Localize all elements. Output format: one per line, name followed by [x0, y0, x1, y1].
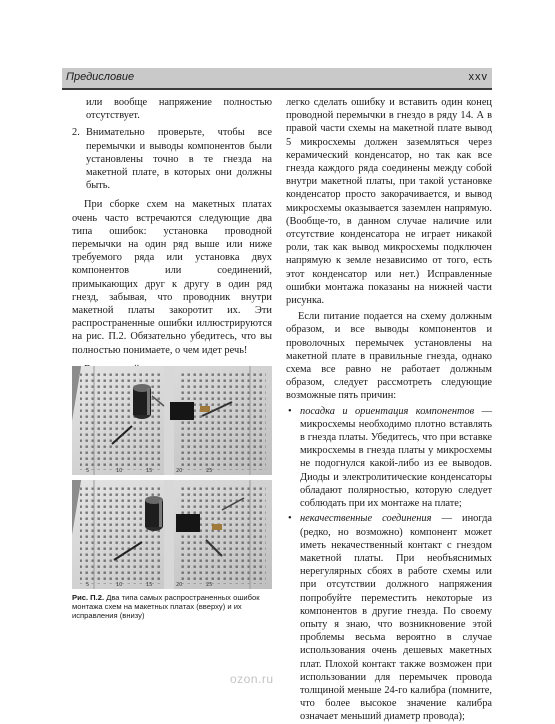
continuation-text: или вообще напряжение полностью отсутствует. — [86, 97, 272, 122]
caption-label: Рис. П.2. — [72, 593, 105, 602]
page-number: xxv — [468, 71, 488, 83]
bullet-icon: • — [288, 513, 292, 525]
row-number-label: 20 — [176, 582, 183, 588]
row-number-label: 10 — [116, 582, 123, 588]
row-number-label: 5 — [86, 468, 90, 474]
paragraph: При сборке схем на макетных платах очень часто встречаются следующие два типа ошибок: установка проводной перемычки на один ряд выше или ниже требуемого ряда или установка двух компонентов или соединений, примыкающих друг к другу в один ряд гнезд, забывая, что проводник внутри макетной платы закоротит их. Эти распространенные ошибки иллюстрируются на рис. П.2. Обязательно убедитесь, что вы полностью понимаете, о чем идет речь! — [72, 199, 272, 356]
bullet-icon: • — [288, 405, 292, 417]
row-number-label: 15 — [146, 468, 153, 474]
row-number-label: 25 — [206, 468, 213, 474]
bullet-item-placement — [286, 405, 492, 511]
bullet-term: некачественные соединения — [300, 513, 432, 525]
header-title: Предисловие — [66, 71, 135, 83]
row-number-label: 25 — [206, 582, 213, 588]
bullet-term: посадка и ориентация компонентов — [300, 405, 475, 417]
figure-caption — [72, 593, 274, 621]
row-number-label: 15 — [146, 582, 153, 588]
caption-text: Два типа самых распространенных ошибок монтажа схем на макетных платах (вверху) и их исправления (внизу) — [72, 593, 260, 621]
breadboard-illustration — [72, 366, 272, 475]
list-text: Внимательно проверьте, чтобы все перемычки и выводы компонентов были установлены точно в те гнезда на макетной плате, в которых они должны быть. — [86, 127, 272, 192]
watermark: ozon.ru — [230, 672, 274, 686]
row-number-label: 20 — [176, 468, 183, 474]
running-header — [62, 68, 492, 90]
bullet-text: — иногда (редко, но возможно) компонент может иметь некачественный контакт с гнездом макетной платы. При необъяснимых нерегулярных сбоях в работе схемы или при отсутствии должного напряжения попробуйте переместить некоторые из компонентов в другие гнезда. По своему опыту я знаю, что возникновение этой проблемы весьма вероятно в случае использования очень дешевых макетных плат. Плохой контакт также возможен при использовании для перемычек провода толщиной меньше 24-го калибра (помните, что более высокое значение калибра означает меньший диаметр провода); — [300, 513, 492, 723]
list-number: 2. — [72, 127, 80, 139]
breadboard-illustration — [72, 480, 272, 589]
breadboard-photo-bottom — [72, 480, 272, 589]
bullet-item-connections — [286, 512, 492, 723]
right-column — [286, 96, 492, 724]
paragraph: Если питание подается на схему должным образом, и все выводы компонентов и проволочных перемычек установлены на макетной плате в правильные гнезда, однако схема все равно не работает должным образом, следует рассмотреть следующие возможные пять причин: — [286, 311, 492, 402]
breadboard-photo-top — [72, 366, 272, 475]
list-item-2 — [72, 126, 272, 192]
bullet-text: — микросхемы необходимо плотно вставлять в гнезда платы. Убедитесь, что при вставке микросхемы в гнезда платы у микросхемы не подогнулся какой-либо из ее выводов. Диоды и электролитические конденсаторы обладают полярностью, которую следует соблюдать при их монтаже на плате; — [300, 405, 492, 510]
paragraph: легко сделать ошибку и вставить один конец проводной перемычки в гнездо в ряду 14. А в правой части схемы на макетной плате вывод 5 микросхемы должен заземляться через керамический конденсатор, но так как все гнезда каждого ряда соединены между собой внутри макетной платы, при такой установке конденсатор просто закорачивается, и вывод микросхемы оказывается заземлен напрямую. (Вообще-то, в данном случае наличие или отсутствие конденсатора не играет никакой роли, так как вывод микросхемы подключен напрямую к земле независимо от того, есть этот конденсатор или нет.) Исправленные ошибки монтажа показаны на нижней части рисунка. — [286, 97, 492, 307]
row-number-label: 5 — [86, 582, 90, 588]
row-number-label: 10 — [116, 468, 123, 474]
